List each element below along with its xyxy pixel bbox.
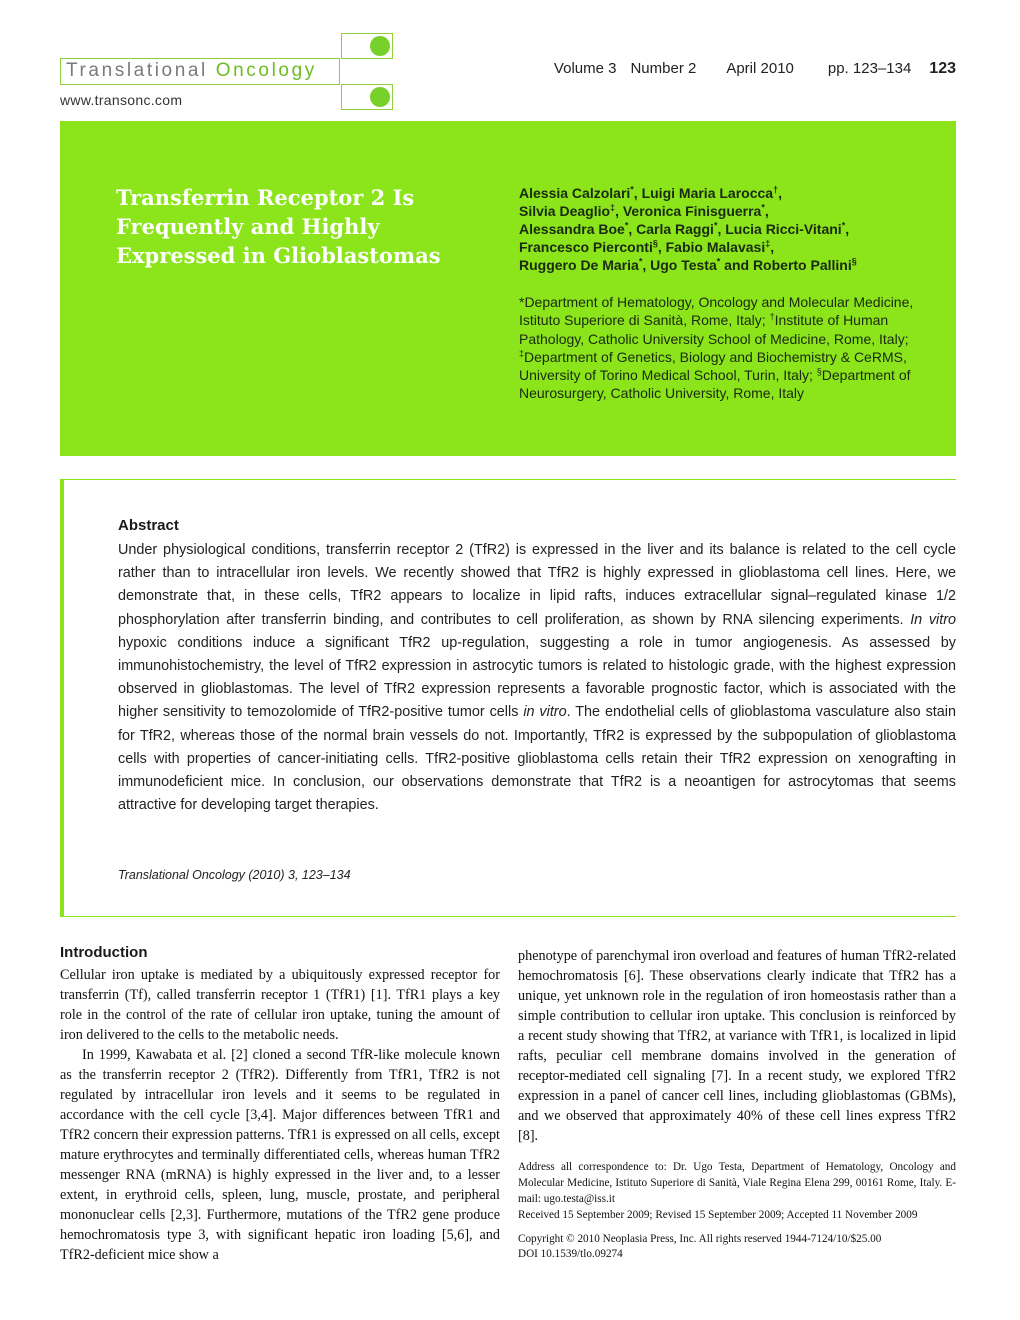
doi-line: DOI 10.1539/tlo.09274 [518,1247,623,1260]
masthead [554,60,956,78]
abstract-left-rule [60,479,64,917]
author-mark: § [652,238,658,249]
journal-logo [66,59,317,83]
abstract-italic: in vitro [523,704,567,721]
abstract-top-rule [64,479,956,480]
journal-name-part1: Translational [66,60,208,81]
article-title: Transferrin Receptor 2 Is Frequently and Highly Expressed in Glioblastomas [116,185,441,268]
issue-date: April 2010 [726,60,794,77]
affiliation-2: Institute of Human Pathology, Catholic University School of Medicine, Rome, Italy; [519,312,909,347]
introduction-heading: Introduction [60,944,148,961]
page-range: pp. 123–134 [827,60,912,77]
author-name: Ugo Testa [650,257,717,273]
author-separator: , [717,221,726,237]
received-dates: Received 15 September 2009; Revised 15 September 2009; Accepted 11 November 2009 [518,1209,918,1221]
title-band [60,121,956,456]
intro-paragraph-2: In 1999, Kawabata et al. [2] cloned a second TfR-like molecule known as the transferrin receptor 2 (TfR2). Differently from TfR1, TfR2 is not regulated by intracellular iron levels and it seems to be regulated in accordance with the cell cycle [3,4]. Major differences between TfR1 and TfR2 concern their expression patterns. TfR1 is expressed on all cells, except mature erythrocytes and terminally differentiated cells, whereas human TfR2 messenger RNA (mRNA) is highly expressed in the liver and, to a lesser extent, in erythroid cells, spleen, lung, muscle, prostate, and peripheral mononuclear cells [2,3]. Furthermore, mutations of the TfR2 gene produce hemochromatosis type 3, with significant hepatic iron loading [5,6], and TfR2-deficient mice show a [60,1047,500,1263]
author-name: Alessandra Boe [519,221,625,237]
author-mark: * [716,256,721,267]
logo-dot-top-icon [370,36,390,56]
author-name: Lucia Ricci-Vitani [725,221,842,237]
author-mark: * [841,220,846,231]
correspondence-footnote [518,1159,956,1223]
author-name: Fabio Malavasi [665,239,766,255]
abstract-segment: Under physiological conditions, transferrin receptor 2 (TfR2) is expressed in the liver and its balance is related to the cell cycle rather than to intracellular iron levels. We recently showed that TfR2 is highly expressed in glioblastoma cell lines. Here, we demonstrate that, in these cells, TfR2 appears to localize in lipid rafts, induces extracellular signal–regulated kinase 1/2 phosphorylation after transferrin binding, and contributes to cell proliferation, as shown by RNA silencing experiments. [118,542,956,628]
author-name: Francesco Pierconti [519,239,653,255]
author-mark: * [761,202,765,213]
author-separator: and [720,257,753,273]
abstract-italic: In vitro [910,611,957,628]
copyright-line: Copyright © 2010 Neoplasia Press, Inc. All rights reserved 1944-7124/10/$25.00 [518,1233,882,1245]
intro-paragraph-1: Cellular iron uptake is mediated by a ubiquitously expressed receptor for transferrin (Tf), called transferrin receptor 1 (TfR1) [1]. TfR1 plays a key role in the control of the rate of cellular iron uptake, tuning the amount of iron delivered to the cells to the metabolic needs. [60,967,500,1043]
author-name: Ruggero De Maria [519,257,639,273]
page-number: 123 [929,60,956,77]
author-name: Carla Raggi [636,221,714,237]
issue-number: Number 2 [630,60,697,77]
abstract-bottom-rule [64,916,956,917]
author-mark: § [851,256,857,267]
author-mark: * [624,220,629,231]
affiliation-1: *Department of Hematology, Oncology and Molecular Medicine, Istituto Superiore di Sanità, Rome, Italy; [519,294,914,329]
citation-line: Translational Oncology (2010) 3, 123–134 [118,868,351,882]
author-mark: * [713,220,718,231]
journal-name-part2: Oncology [215,60,317,81]
author-mark: * [638,256,643,267]
author-name: Luigi Maria Larocca [641,185,774,201]
author-list [519,184,939,274]
author-name: Silvia Deaglio [519,203,611,219]
author-mark: * [630,184,634,195]
volume: Volume 3 [553,60,617,77]
journal-url[interactable]: www.transonc.com [60,92,183,108]
affiliations [519,293,929,403]
author-name: Veronica Finisguerra [622,203,762,219]
affiliation-mark: § [816,366,822,377]
author-separator: , [615,203,623,219]
author-name: Alessia Calzolari [519,185,631,201]
author-name: Roberto Pallini [752,257,852,273]
body-column-left [60,965,500,1265]
affiliation-mark: ‡ [519,348,525,359]
author-mark: † [773,184,779,195]
author-separator: , [657,239,666,255]
author-separator: , [642,257,651,273]
author-mark: ‡ [765,238,771,249]
body-column-right: phenotype of parenchymal iron overload and features of human TfR2-related hemochromatosis [6]. These observations clearly indicate that TfR2 has a unique, yet unknown role in the regulation of iron homeostasis rather than a simple contribution to cellular iron uptake. This conclusion is reinforced by a recent study showing that TfR2, at variance with TfR1, is localized in lipid rafts, peculiar cell membrane domains involved in the generation of receptor-mediated cell signaling [7]. In a recent study, we explored TfR2 expression in a panel of cancer cell lines, including glioblastomas (GBMs), and we observed that approximately 40% of these cell lines express TfR2 [8]. [518,948,956,1144]
abstract-segment: . The endothelial cells of glioblastoma vasculature also stain for TfR2, whereas those of the normal brain vessels do not. Importantly, TfR2 is expressed by the subpopulation of glioblastoma cells with properties of cancer-initiating cells. TfR2-positive glioblastoma cells retain their TfR2 expression on xenografting in immunodeficient mice. In conclusion, our observations demonstrate that TfR2 is a neoantigen for astrocytomas that seems attractive for developing target therapies. [118,704,956,814]
copyright-block [518,1232,956,1261]
author-separator: , [778,185,782,201]
affiliation-mark: † [769,311,775,322]
author-separator: , [770,239,775,255]
author-separator: , [633,185,642,201]
abstract-text [118,539,956,817]
abstract-segment: hypoxic conditions induce a significant TfR2 up-regulation, suggesting a role in tumor angiogenesis. As assessed by immunohistochemistry, the level of TfR2 expression in astrocytic tumors is related to histologic grade, with the highest expression observed in glioblastomas. The level of TfR2 expression represents a favorable prognostic factor, which is associated with the higher sensitivity to temozolomide of TfR2-positive tumor cells [118,634,956,721]
author-mark: ‡ [610,202,616,213]
author-separator: , [628,221,637,237]
author-separator: , [764,203,769,219]
affiliation-4: Department of Neurosurgery, Catholic University, Rome, Italy [519,367,911,402]
correspondence-address: Address all correspondence to: Dr. Ugo Testa, Department of Hematology, Oncology and Molecular Medicine, Istituto Superiore di Sanità, Viale Regina Elena 299, 00161 Rome, Italy. E-mail: ugo.testa@iss.it [518,1161,956,1205]
author-separator: , [845,221,850,237]
abstract-heading: Abstract [118,517,179,534]
logo-dot-bottom-icon [370,87,390,107]
affiliation-3: Department of Genetics, Biology and Biochemistry & CeRMS, University of Torino Medical School, Turin, Italy; [519,348,907,384]
